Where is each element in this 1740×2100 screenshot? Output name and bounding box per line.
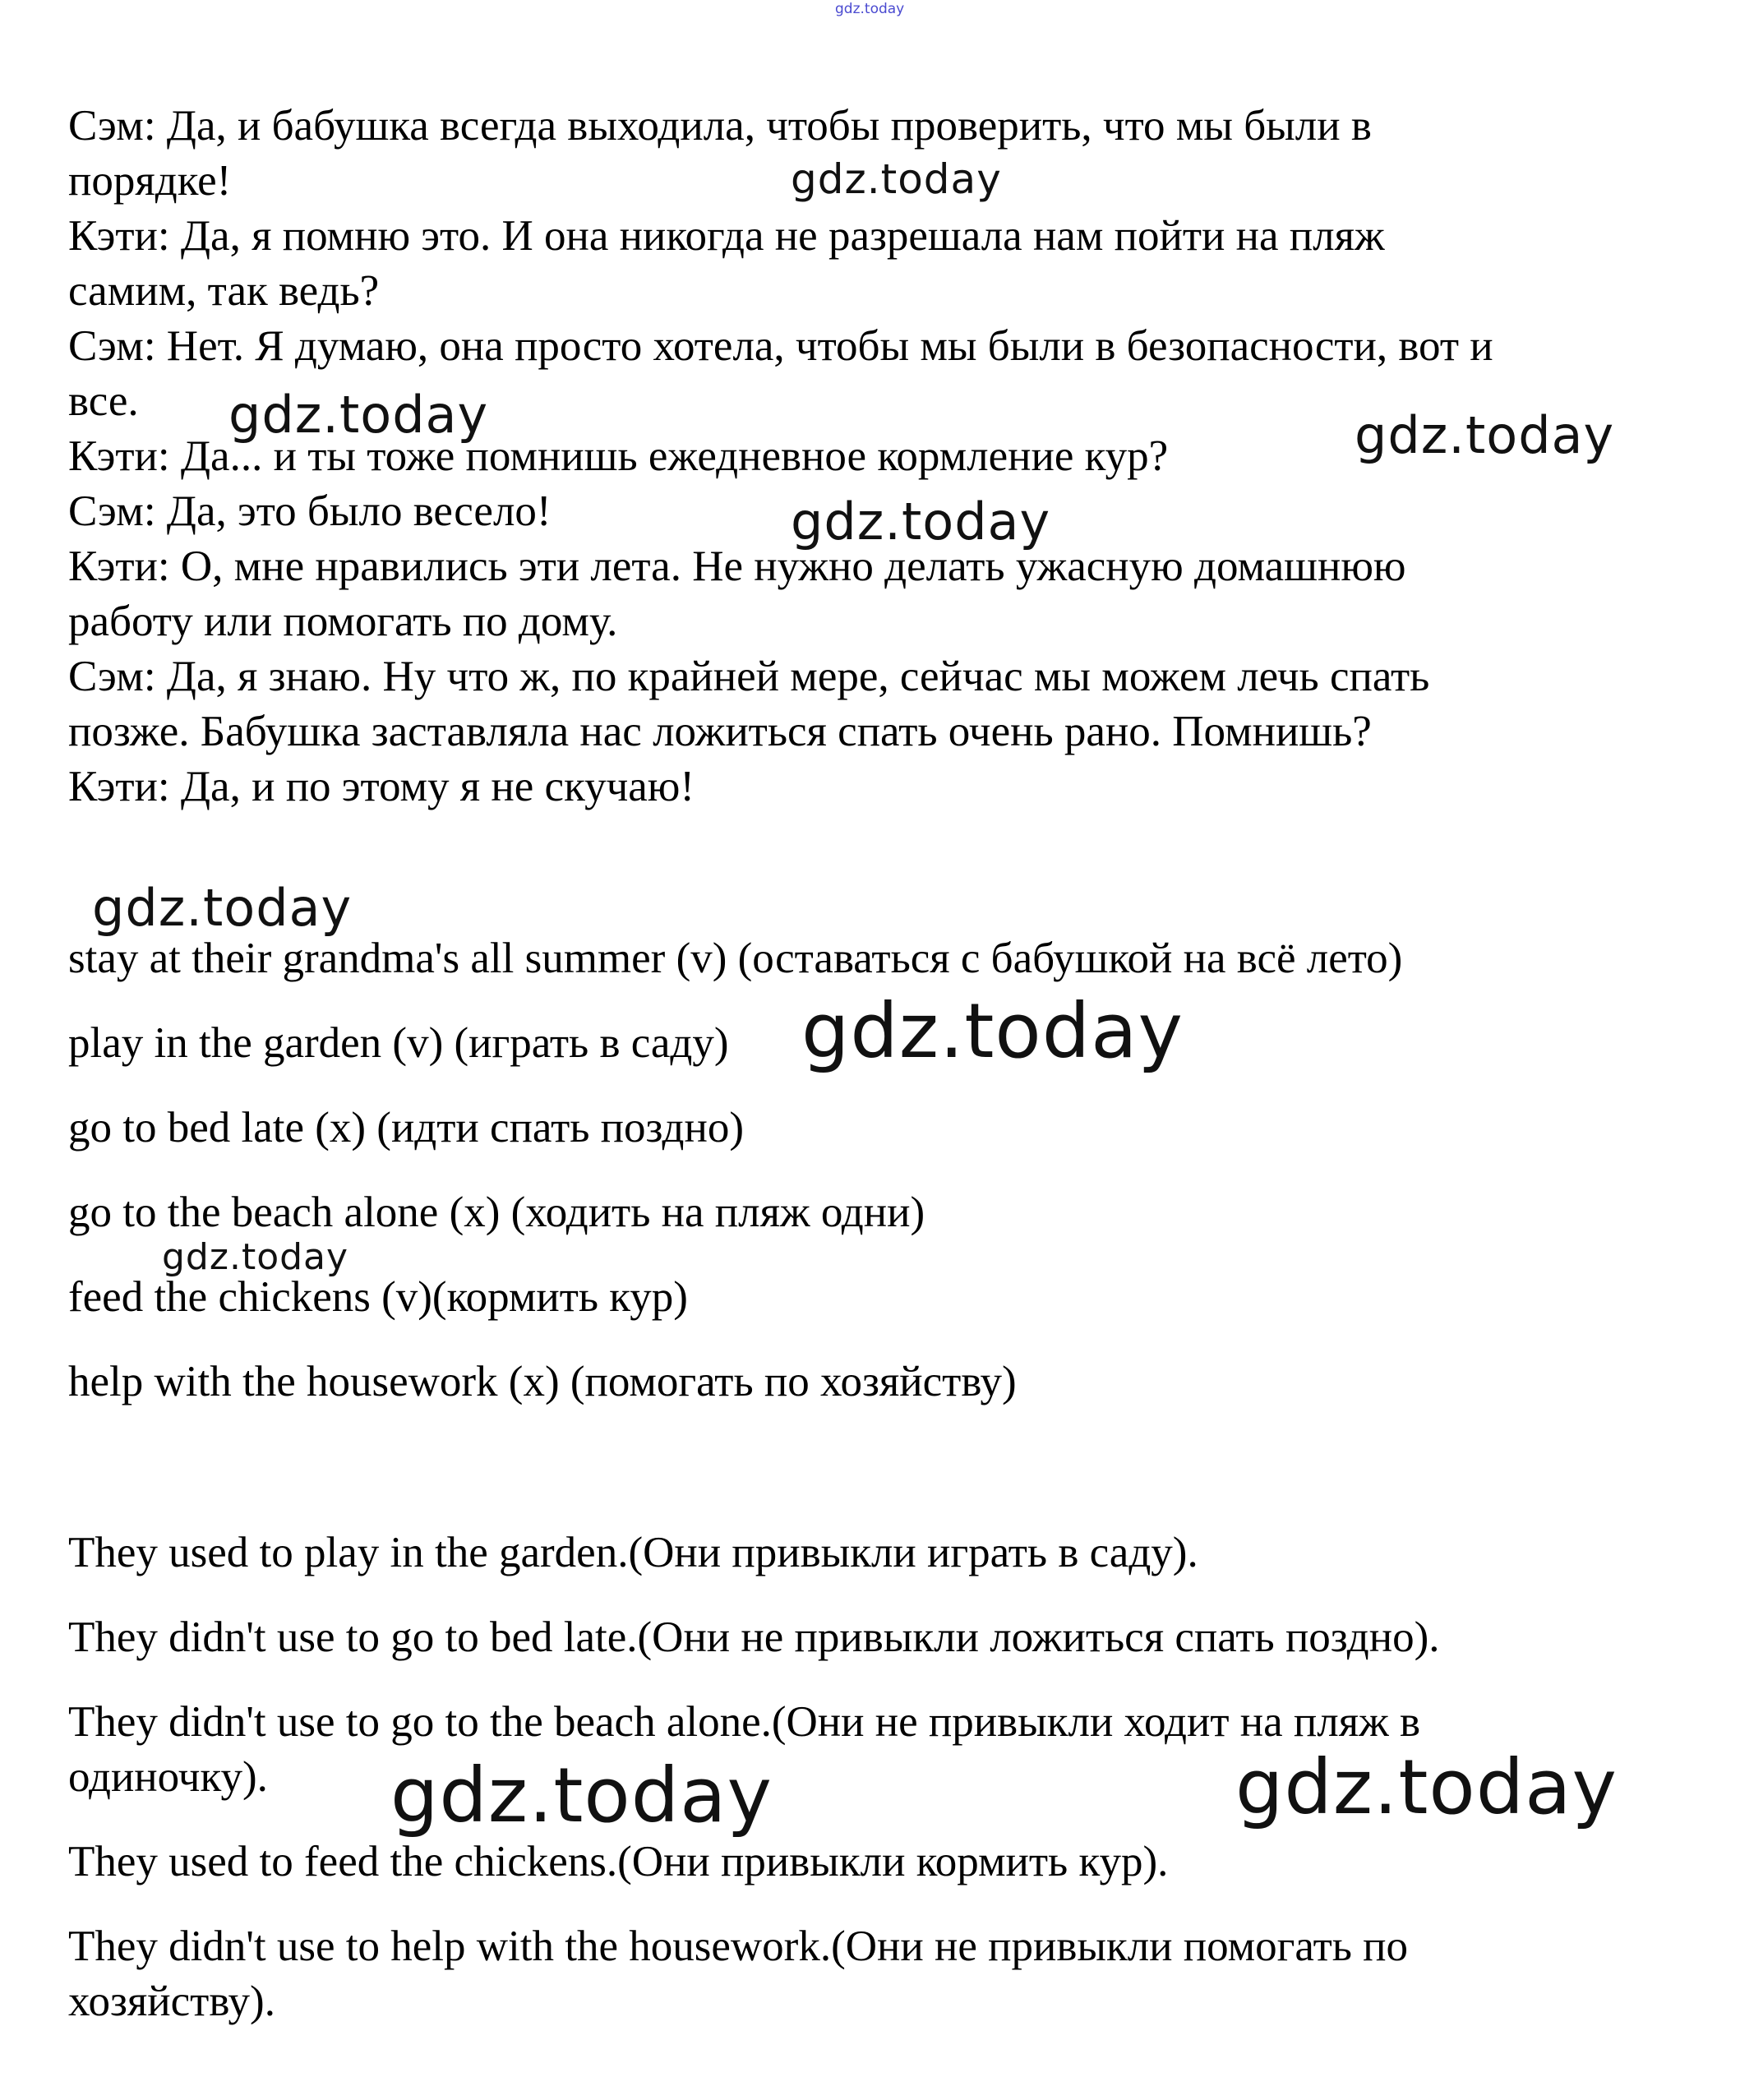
dialogue-line: самим, так ведь? [68,267,380,315]
checklist-item: go to bed late (x) (идти спать поздно) [68,1104,744,1152]
sentence-line: They didn't use to go to the beach alone.(Они не привыкли ходит на пляж в [68,1698,1420,1746]
header-watermark: gdz.today [835,1,905,17]
watermark: gdz.today [1355,405,1615,465]
watermark: gdz.today [162,1236,349,1278]
sentence-line: They used to feed the chickens.(Они привыкли кормить кур). [68,1838,1169,1885]
watermark: gdz.today [1235,1743,1618,1831]
sentence-line: They didn't use to help with the housework.(Они не привыкли помогать по [68,1922,1409,1970]
dialogue-line: Сэм: Да, я знаю. Ну что ж, по крайней мере, сейчас мы можем лечь спать [68,653,1430,700]
dialogue-line: Сэм: Нет. Я думаю, она просто хотела, чтобы мы были в безопасности, вот и [68,322,1493,370]
watermark: gdz.today [791,155,1002,203]
dialogue-line: Кэти: Да, и по этому я не скучаю! [68,763,695,810]
dialogue-line: работу или помогать по дому. [68,598,618,645]
watermark: gdz.today [791,492,1051,552]
sentence-line: They used to play in the garden.(Они привыкли играть в саду). [68,1529,1198,1576]
sentence-line: хозяйству). [68,1978,275,2025]
checklist-item: stay at their grandma's all summer (v) (оставаться с бабушкой на всё лето) [68,935,1403,982]
dialogue-line: порядке! [68,157,232,205]
checklist-item: go to the beach alone (x) (ходить на пляж одни) [68,1188,925,1236]
watermark: gdz.today [390,1752,773,1839]
checklist-item: help with the housework (x) (помогать по хозяйству) [68,1358,1017,1405]
dialogue-line: Кэти: О, мне нравились эти лета. Не нужно делать ужасную домашнюю [68,542,1406,590]
sentence-line: They didn't use to go to bed late.(Они не привыкли ложиться спать поздно). [68,1613,1440,1661]
dialogue-line: Кэти: Да, я помню это. И она никогда не разрешала нам пойти на пляж [68,212,1385,260]
dialogue-line: Сэм: Да, и бабушка всегда выходила, чтобы проверить, что мы были в [68,102,1372,150]
dialogue-line: Кэти: Да... и ты тоже помнишь ежедневное кормление кур? [68,432,1169,480]
checklist-item: feed the chickens (v)(кормить кур) [68,1273,688,1321]
checklist-item: play in the garden (v) (играть в саду) [68,1019,729,1067]
sentence-line: одиночку). [68,1753,268,1801]
dialogue-line: позже. Бабушка заставляла нас ложиться спать очень рано. Помнишь? [68,708,1372,755]
watermark: gdz.today [92,878,353,938]
watermark: gdz.today [228,385,489,445]
watermark: gdz.today [801,987,1184,1075]
dialogue-line: Сэм: Да, это было весело! [68,487,552,535]
dialogue-line: все. [68,377,139,425]
